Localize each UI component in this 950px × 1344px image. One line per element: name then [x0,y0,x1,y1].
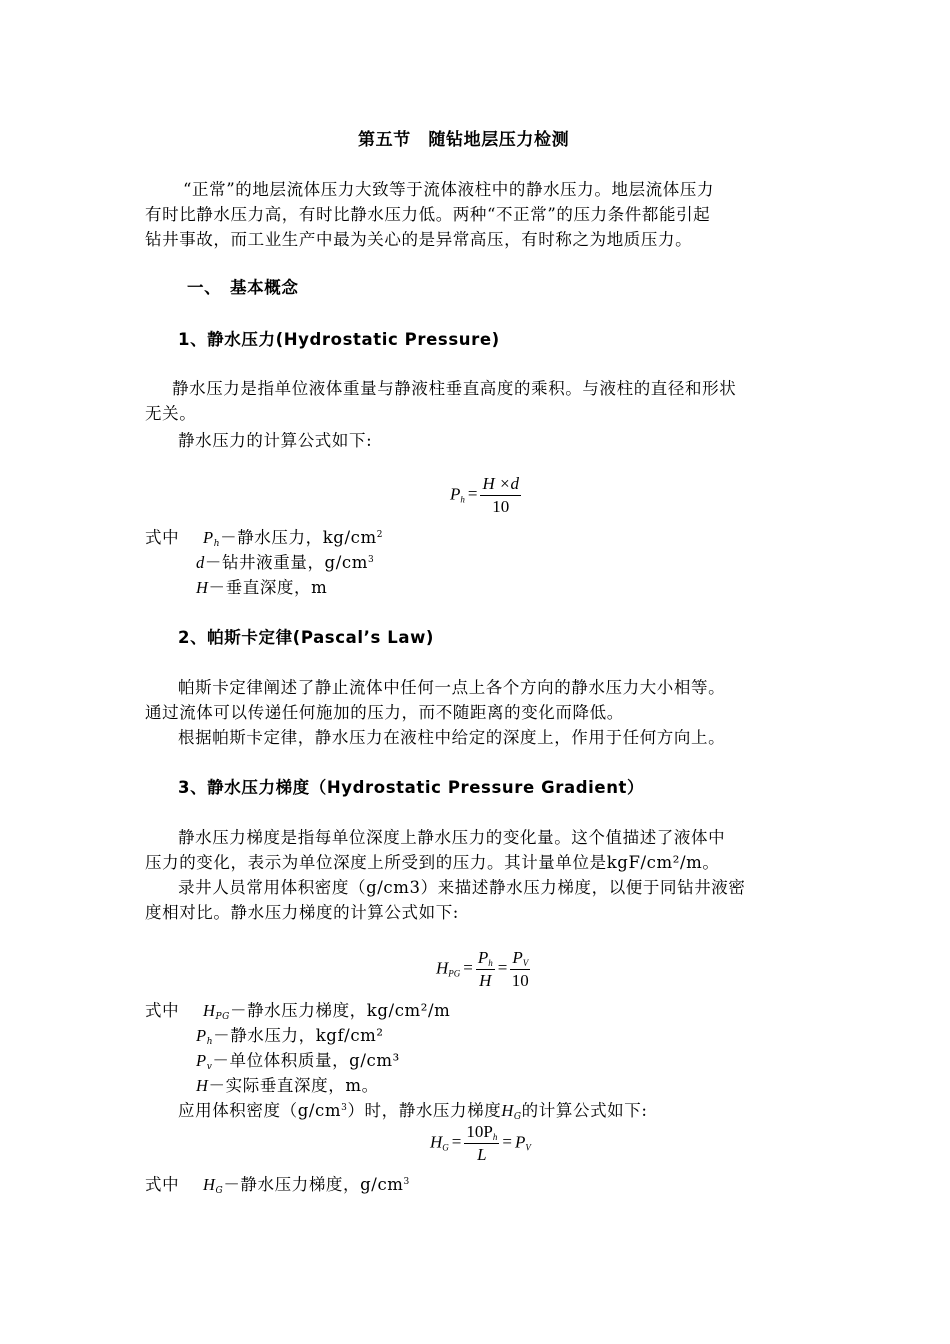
formula-hydrostatic-pressure: $P_h$ = $\frac{H \times d}{10}$ [450,474,519,516]
fraction-1: $\frac{P_h}{H}$ [477,948,493,990]
sub2-para2: 根据帕斯卡定律，静水压力在液柱中给定的深度上，作用于任何方向上。 [178,728,726,747]
sub3-def-hpg: $H_{PG}-$静水压力梯度，kg/cm²/m [203,1001,451,1022]
sub3-para1-line-2: 压力的变化，表示为单位深度上所受到的压力。其计量单位是kgF/cm²/m。 [145,853,720,872]
intro-line-3: 钻井事故，而工业生产中最为关心的是异常高压，有时称之为地质压力。 [145,230,693,249]
formula-pressure-gradient: $H_{PG}$ = $\frac{P_h}{H}$ = $\frac{P_V}{10}$ [436,948,529,990]
sub1-where-label: 式中 [145,528,180,547]
sub1-def-ph: $P_h-$静水压力，$kg/cm^2$ [203,528,384,549]
sub3-para1-line-1: 静水压力梯度是指每单位深度上静水压力的变化量。这个值描述了液体中 [178,828,726,847]
sub1-para2: 静水压力的计算公式如下: [178,431,373,450]
subsection-heading-hydrostatic-pressure: 1、静水压力(Hydrostatic Pressure) [178,330,500,349]
sub3-para3: 应用体积密度$(g/cm^3)$时，静水压力梯度$H_G$的计算公式如下: [178,1101,648,1122]
sub3-def-hg: $H_G-$静水压力梯度，$g/cm^3$ [203,1175,410,1196]
subsection-heading-pascals-law: 2、帕斯卡定律(Pascal’s Law) [178,628,435,647]
sub1-def-h: H－垂直深度，m [196,578,328,597]
sub2-para1-line-2: 通过流体可以传递任何施加的压力，而不随距离的变化而降低。 [145,703,624,722]
fraction-2: $\frac{P_V}{10}$ [511,948,529,990]
sub3-para2-line-1: 录井人员常用体积密度（g/cm3）来描述静水压力梯度，以便于同钻井液密 [178,878,746,897]
sub1-para1-line-1: 静水压力是指单位液体重量与静液柱垂直高度的乘积。与液柱的直径和形状 [172,379,737,398]
sub3-where-label: 式中 [145,1001,180,1020]
sub3-def-h: H－实际垂直深度，m。 [196,1076,379,1095]
fraction-3: $\frac{10P_h}{L}$ [466,1122,498,1164]
sub1-def-d: d－钻井液重量，$g/cm^3$ [196,553,375,572]
sub3-where-label-2: 式中 [145,1175,180,1194]
fraction: $\frac{H \times d}{10}$ [482,474,519,516]
intro-line-1: “正常”的地层流体压力大致等于流体液柱中的静水压力。地层流体压力 [183,180,715,199]
sub1-para1-line-2: 无关。 [145,404,197,423]
subsection-heading-pressure-gradient: 3、静水压力梯度（Hydrostatic Pressure Gradient） [178,778,645,797]
sub2-para1-line-1: 帕斯卡定律阐述了静止流体中任何一点上各个方向的静水压力大小相等。 [178,678,726,697]
page-title: 第五节 随钻地层压力检测 [358,130,570,150]
formula-gradient-density: $H_G$ = $\frac{10P_h}{L}$ = $P_V$ [430,1122,531,1164]
section-heading-basic-concepts: 一、 基本概念 [187,278,299,297]
sub3-def-ph: $P_h-$静水压力，kgf/cm² [196,1026,384,1047]
intro-line-2: 有时比静水压力高，有时比静水压力低。两种“不正常”的压力条件都能引起 [145,205,711,224]
sub3-def-pv: $P_v-$单位体积质量，g/cm³ [196,1051,400,1072]
sub3-para2-line-2: 度相对比。静水压力梯度的计算公式如下: [145,903,459,922]
